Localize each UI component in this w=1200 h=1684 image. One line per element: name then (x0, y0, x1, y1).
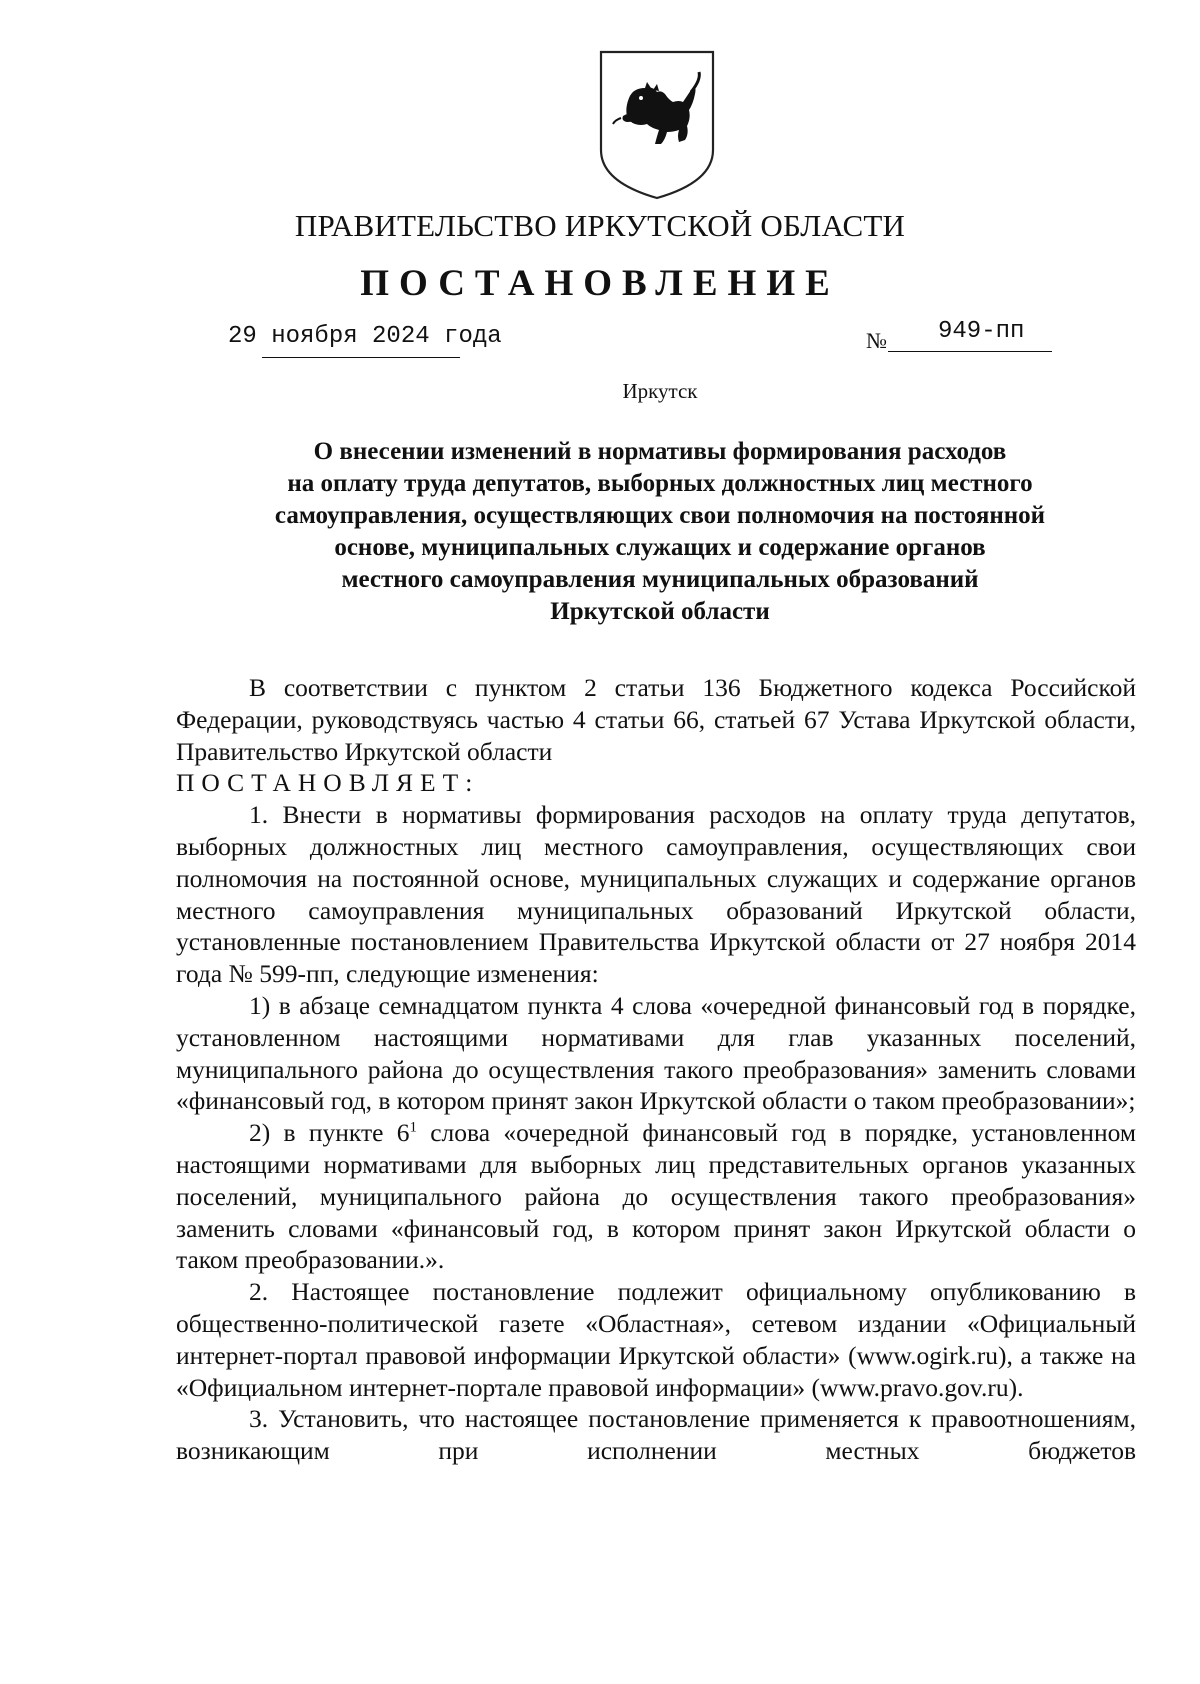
document-number: 949-пп (938, 318, 1025, 345)
heading-line: Иркутской области (550, 598, 770, 625)
item-1-2-superscript: 1 (409, 1119, 417, 1136)
heading-line: основе, муниципальных служащих и содержание органов (334, 534, 986, 561)
document-city: Иркутск (622, 379, 698, 403)
document-date: 29 ноября 2024 года (228, 323, 502, 350)
item-1-2-paragraph (176, 1117, 1136, 1276)
document-body (176, 672, 1136, 1467)
document-type: ПОСТАНОВЛЕНИЕ (360, 263, 840, 304)
heading-line: местного самоуправления муниципальных образований (341, 566, 979, 593)
irkutsk-coat-of-arms-icon (599, 50, 715, 200)
item-3-paragraph: 3. Установить, что настоящее постановление применяется к правоотношениям, возникающим при исполнении местных бюджетов (176, 1404, 1136, 1466)
heading-line: О внесении изменений в нормативы формирования расходов (313, 438, 1007, 465)
government-name: ПРАВИТЕЛЬСТВО ИРКУТСКОЙ ОБЛАСТИ (294, 208, 906, 243)
preamble-paragraph: В соответствии с пунктом 2 статьи 136 Бюджетного кодекса Российской Федерации, руководствуясь частью 4 статьи 66, статьей 67 Устава Иркутской области, Правительство Иркутской области (176, 673, 1136, 766)
item-1-paragraph: 1. Внести в нормативы формирования расходов на оплату труда депутатов, выборных должностных лиц местного самоуправления, осуществляющих свои полномочия на постоянной основе, муниципальных служащих и содержание органов местного самоуправления муниципальных образований Иркутской области, установленные постановлением Правительства Иркутской области от 27 ноября 2014 года № 599-пп, следующие изменения: (176, 800, 1136, 989)
resolves-word: ПОСТАНОВЛЯЕТ: (176, 768, 480, 798)
heading-line: самоуправления, осуществляющих свои полномочия на постоянной (274, 502, 1046, 529)
item-1-2-text: слова «очередной финансовый год в порядке, установленном настоящими нормативами для выборных лиц представительных органов указанных поселений, муниципального района до осуществления такого преобразования» заменить словами «финансовый год, в котором принят закон Иркутской области о таком преобразовании.». (176, 1118, 1136, 1275)
date-underline (262, 357, 460, 358)
heading-line: на оплату труда депутатов, выборных должностных лиц местного (287, 470, 1033, 497)
number-sign: № (866, 328, 887, 353)
item-2-paragraph: 2. Настоящее постановление подлежит официальному опубликованию в общественно-политической газете «Областная», сетевом издании «Официальный интернет-портал правовой информации Иркутской области» (www.ogirk.ru), а также на «Официальном интернет-портале правовой информации» (www.pravo.gov.ru). (176, 1277, 1136, 1402)
number-underline (888, 351, 1052, 352)
item-1-1-paragraph: 1) в абзаце семнадцатом пункта 4 слова «очередной финансовый год в порядке, установленном настоящими нормативами для глав указанных поселений, муниципального района до осуществления такого преобразования» заменить словами «финансовый год, в котором принят закон Иркутской области о таком преобразовании»; (176, 990, 1136, 1116)
document-heading (200, 436, 1120, 628)
item-1-2-prefix: 2) в пункте 6 (249, 1118, 410, 1148)
